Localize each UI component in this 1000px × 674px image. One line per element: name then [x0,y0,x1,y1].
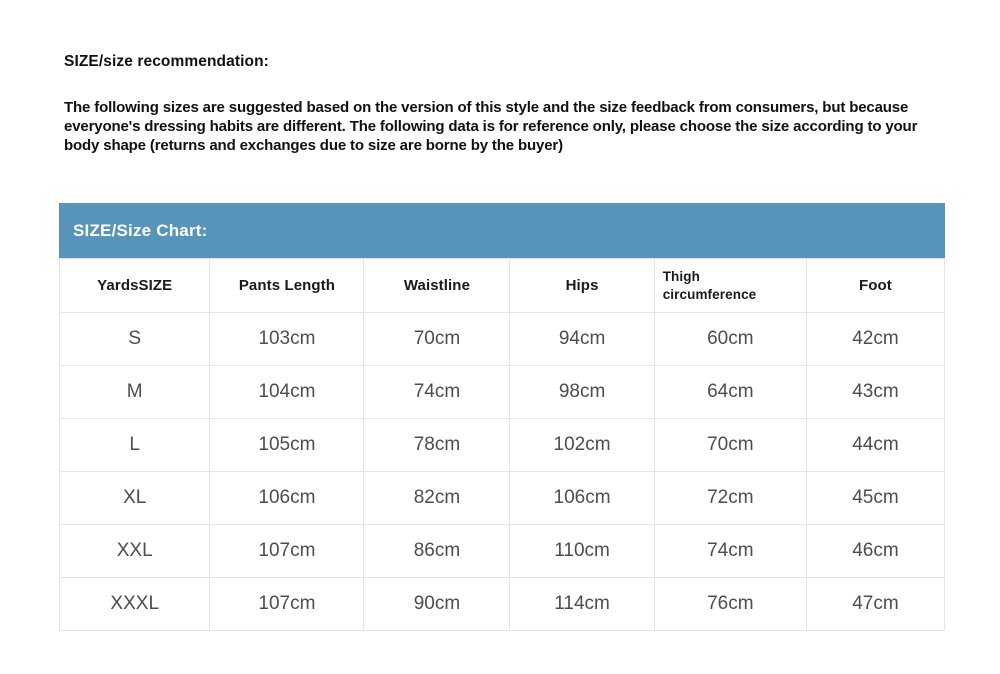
table-row-size-xl [60,472,945,525]
cell-pants-length: 104cm [210,366,364,419]
size-chart-header-row [60,259,945,313]
cell-thigh: 72cm [654,472,806,525]
cell-foot: 43cm [806,366,944,419]
cell-pants-length: 107cm [210,578,364,631]
cell-foot: 46cm [806,525,944,578]
size-chart-header-bar [59,203,945,258]
cell-size-label: S [60,313,210,366]
cell-size-label: XL [60,472,210,525]
size-chart-section [59,203,945,631]
column-header-thigh-circumference: Thigh circumference [654,259,806,313]
cell-waistline: 70cm [364,313,510,366]
table-row-size-xxl [60,525,945,578]
cell-hips: 110cm [510,525,654,578]
cell-thigh: 76cm [654,578,806,631]
table-row-size-m [60,366,945,419]
cell-foot: 42cm [806,313,944,366]
table-row-size-s [60,313,945,366]
size-chart-table [59,258,945,631]
cell-pants-length: 105cm [210,419,364,472]
cell-hips: 114cm [510,578,654,631]
cell-thigh: 64cm [654,366,806,419]
cell-size-label: M [60,366,210,419]
cell-hips: 102cm [510,419,654,472]
column-header-foot: Foot [806,259,944,313]
cell-size-label: XXXL [60,578,210,631]
column-header-waistline: Waistline [364,259,510,313]
cell-thigh: 74cm [654,525,806,578]
recommendation-text: The following sizes are suggested based on the version of this style and the size feedback from consumers, but because everyone's dressing habits are different. The following data is for reference only, please choose the size according to your body shape (returns and exchanges due to size are borne by the buyer) [64,99,918,154]
cell-thigh: 60cm [654,313,806,366]
cell-waistline: 74cm [364,366,510,419]
cell-waistline: 78cm [364,419,510,472]
cell-foot: 45cm [806,472,944,525]
cell-foot: 44cm [806,419,944,472]
table-row-size-l [60,419,945,472]
column-header-hips: Hips [510,259,654,313]
cell-thigh: 70cm [654,419,806,472]
cell-hips: 106cm [510,472,654,525]
cell-pants-length: 106cm [210,472,364,525]
column-header-yards-size: YardsSIZE [60,259,210,313]
cell-hips: 98cm [510,366,654,419]
column-header-pants-length: Pants Length [210,259,364,313]
cell-hips: 94cm [510,313,654,366]
cell-waistline: 82cm [364,472,510,525]
cell-size-label: L [60,419,210,472]
cell-pants-length: 103cm [210,313,364,366]
recommendation-title: SIZE/size recommendation: [64,53,269,70]
cell-waistline: 86cm [364,525,510,578]
table-row-size-xxxl [60,578,945,631]
size-chart-title: SIZE/Size Chart: [73,220,208,240]
cell-size-label: XXL [60,525,210,578]
cell-pants-length: 107cm [210,525,364,578]
cell-foot: 47cm [806,578,944,631]
cell-waistline: 90cm [364,578,510,631]
